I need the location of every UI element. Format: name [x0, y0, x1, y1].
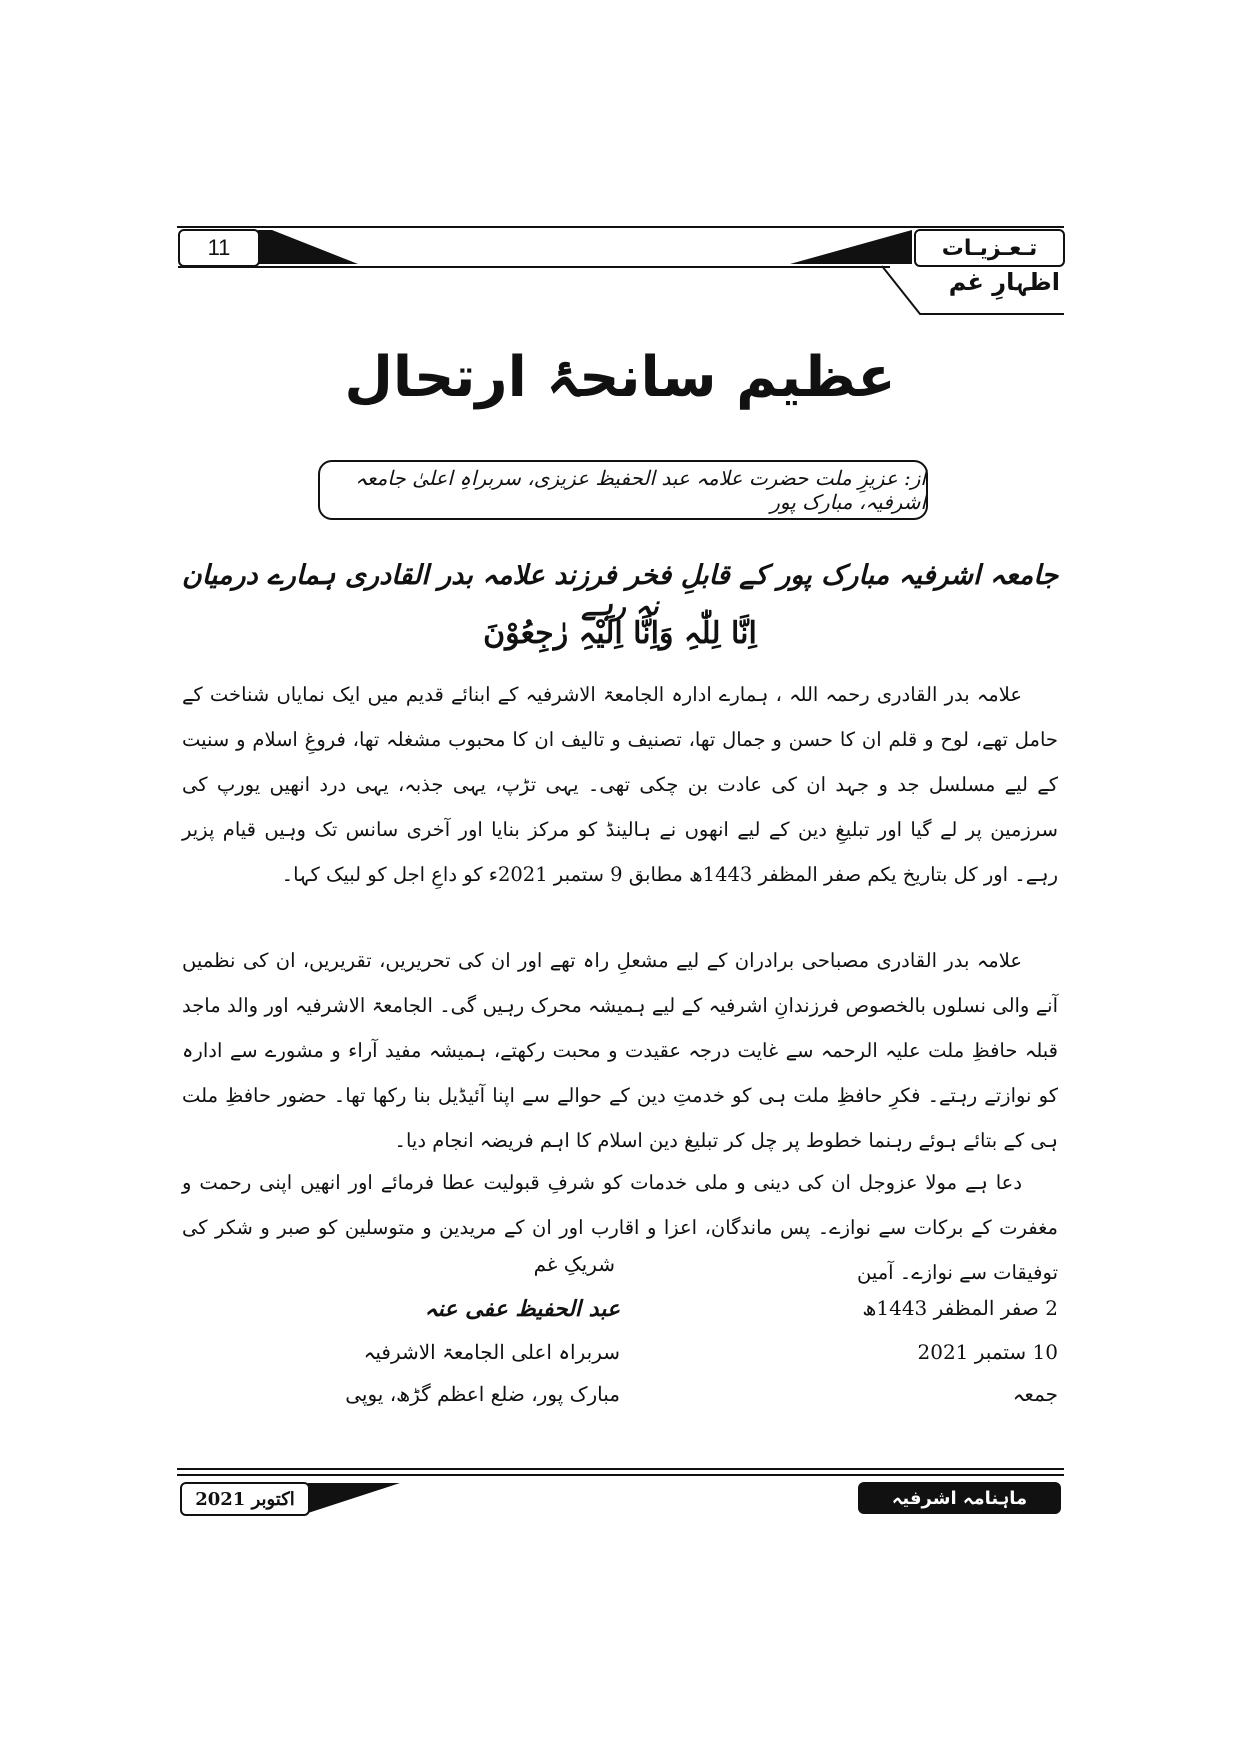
footer-rule-1 — [177, 1468, 1064, 1470]
paragraph-3: دعا ہے مولا عزوجل ان کی دینی و ملی خدمات کو شرفِ قبولیت عطا فرمائے اور انھیں اپنی رحمت و مغفرت کے برکات سے نوازے۔ پس ماندگان، اعزا و اقارب اور ان کے مریدین و متوسلین کو صبر و شکر کی توفیقات سے نوازے۔ آمین — [182, 1171, 1058, 1284]
date-gregorian: 10 ستمبر 2021 — [917, 1340, 1058, 1364]
header-left-wedge — [258, 230, 358, 264]
headline: جامعہ اشرفیہ مبارک پور کے قابلِ فخر فرزند علامہ بدر القادری ہمارے درمیان نہ رہے — [181, 560, 1059, 622]
section-label: تـعـزیـات — [914, 229, 1065, 267]
header-right-wedge — [790, 230, 912, 264]
footer-left-wedge — [308, 1483, 400, 1513]
footer-rule-2 — [177, 1474, 1064, 1476]
paragraph-1: علامہ بدر القادری رحمہ اللہ ، ہمارے ادارہ الجامعۃ الاشرفیہ کے ابنائے قدیم میں ایک نمایاں شناخت کے حامل تھے، لوح و قلم ان کا حسن و جمال تھا، تصنیف و تالیف ان کا محبوب مشغلہ تھا، فروغِ اسلام و سنیت کے لیے مسلسل جد و جہد ان کی عادت بن چکی تھی۔ یہی تڑپ، یہی جذبہ، یہی درد انھیں یورپ کی سرزمین پر لے گیا اور تبلیغِ دین کے لیے انھوں نے ہالینڈ کو مرکز بنایا اور آخری سانس تک وہیں قیام پزیر رہے۔ اور کل بتاریخ یکم صفر المظفر 1443ھ مطابق 9 ستمبر 2021ء کو داعِ اجل کو لبیک کہا۔ — [182, 683, 1058, 886]
date-day: جمعہ — [1012, 1382, 1058, 1406]
date-hijri: 2 صفر المظفر 1443ھ — [862, 1296, 1058, 1320]
quranic-verse: اِنَّا لِلّٰہِ وَاِنَّا اِلَیْہِ رٰجِعُوْنَ — [483, 616, 757, 651]
signature-designation: سربراہ اعلی الجامعۃ الاشرفیہ — [363, 1340, 620, 1364]
header-rule-top — [177, 226, 1064, 228]
signature-label: شریکِ غم — [533, 1252, 615, 1276]
signature-location: مبارک پور، ضلع اعظم گڑھ، یوپی — [345, 1382, 620, 1406]
header-rule-bottom — [178, 266, 890, 268]
magazine-name: ماہنامہ اشرفیہ — [858, 1482, 1061, 1514]
issue-date: اکتوبر 2021 — [180, 1482, 310, 1516]
author-box — [318, 460, 928, 520]
page-number: 11 — [178, 229, 260, 267]
signature-name: عبد الحفیظ عفی عنہ — [424, 1296, 620, 1322]
author-line: از: عزیزِ ملت حضرت علامہ عبد الحفیظ عزیزی، سربراہِ اعلیٰ جامعہ اشرفیہ، مبارک پور — [355, 466, 926, 514]
page-title: عظیم سانحۂ ارتحال — [344, 345, 896, 410]
subsection-title: اظہارِ غم — [948, 268, 1060, 296]
paragraph-2: علامہ بدر القادری مصباحی برادران کے لیے مشعلِ راہ تھے اور ان کی تحریریں، تقریریں، ان کی نظمیں آنے والی نسلوں بالخصوص فرزندانِ اشرفیہ کے لیے ہمیشہ محرک رہیں گی۔ الجامعۃ الاشرفیہ اور والد ماجد قبلہ حافظِ ملت علیہ الرحمہ سے غایت درجہ عقیدت و محبت رکھتے، ہمیشہ مفید آراء و مشورے سے ادارہ کو نوازتے رہتے۔ فکرِ حافظِ ملت ہی کو خدمتِ دین کے حوالے سے اپنا آئیڈیل بنا رکھا تھا۔ حضور حافظِ ملت ہی کے بتائے ہوئے رہنما خطوط پر چل کر تبلیغ دین اسلام کا اہم فریضہ انجام دیا۔ — [182, 949, 1058, 1152]
